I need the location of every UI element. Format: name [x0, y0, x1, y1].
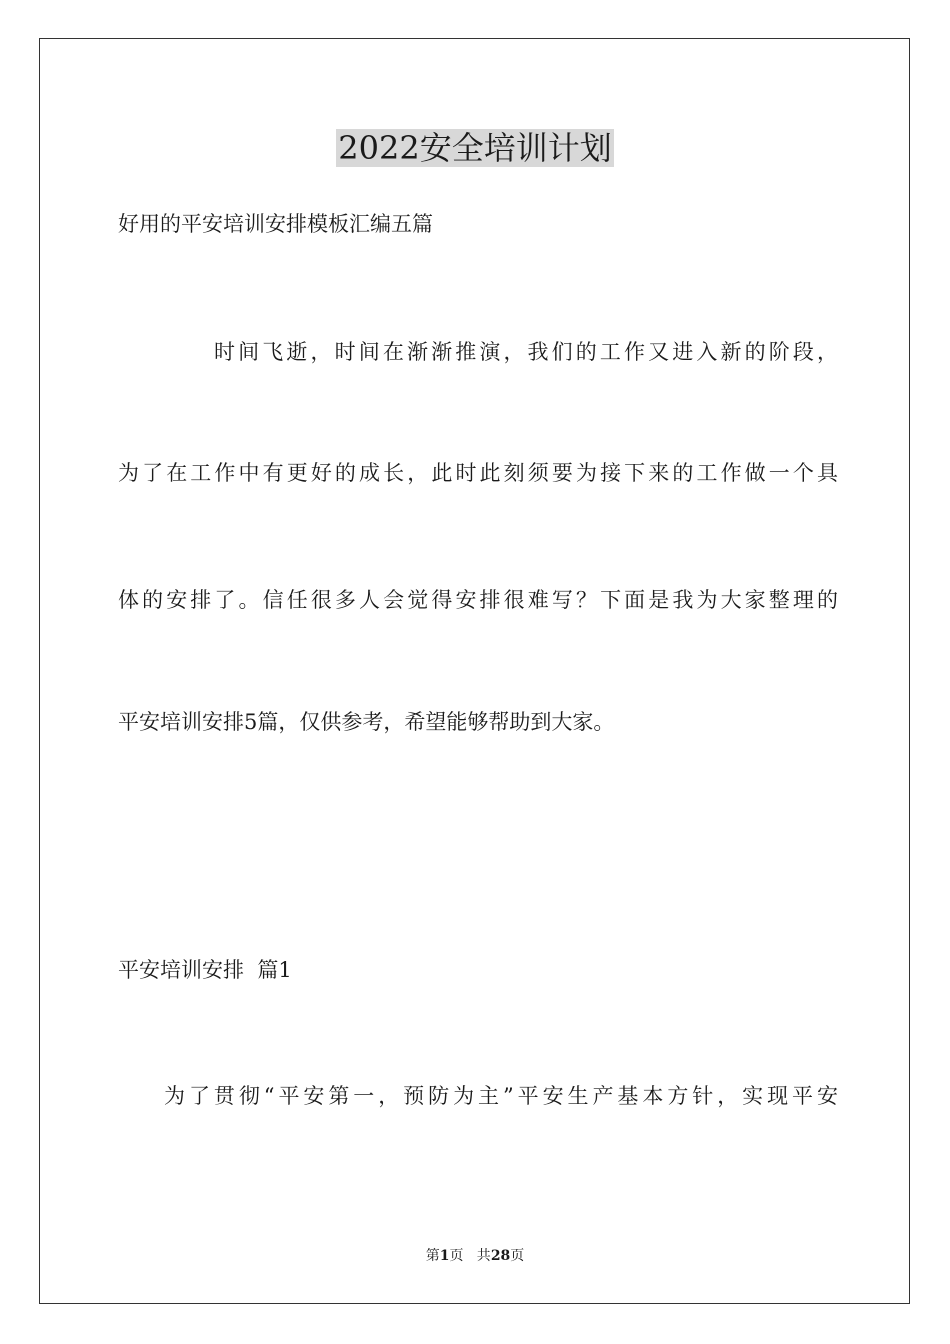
intro-line-4: 平安培训安排5篇，仅供参考，希望能够帮助到大家。 [118, 710, 615, 734]
document-title [0, 128, 950, 168]
document-subtitle: 好用的平安培训安排模板汇编五篇 [118, 212, 433, 236]
page-footer [0, 1246, 950, 1266]
intro-line-2: 为了在工作中有更好的成长，此时此刻须要为接下来的工作做一个具 [118, 461, 838, 485]
footer-page-suffix: 页 [510, 1248, 525, 1264]
document-title-text: 2022安全培训计划 [338, 129, 612, 167]
intro-line-3: 体的安排了。信任很多人会觉得安排很难写？下面是我为大家整理的 [118, 588, 838, 612]
footer-total-pages: 28 [490, 1248, 511, 1264]
footer-page-number: 1 [439, 1248, 450, 1264]
section-heading: 平安培训安排 篇1 [118, 958, 292, 982]
intro-line-1: 时间飞逝，时间在渐渐推演，我们的工作又进入新的阶段， [214, 340, 838, 364]
footer-page-prefix: 第 [425, 1248, 440, 1264]
section-first-line: 为了贯彻“平安第一，预防为主”平安生产基本方针，实现平安 [164, 1084, 838, 1108]
footer-page-mid: 页 共 [449, 1248, 491, 1264]
